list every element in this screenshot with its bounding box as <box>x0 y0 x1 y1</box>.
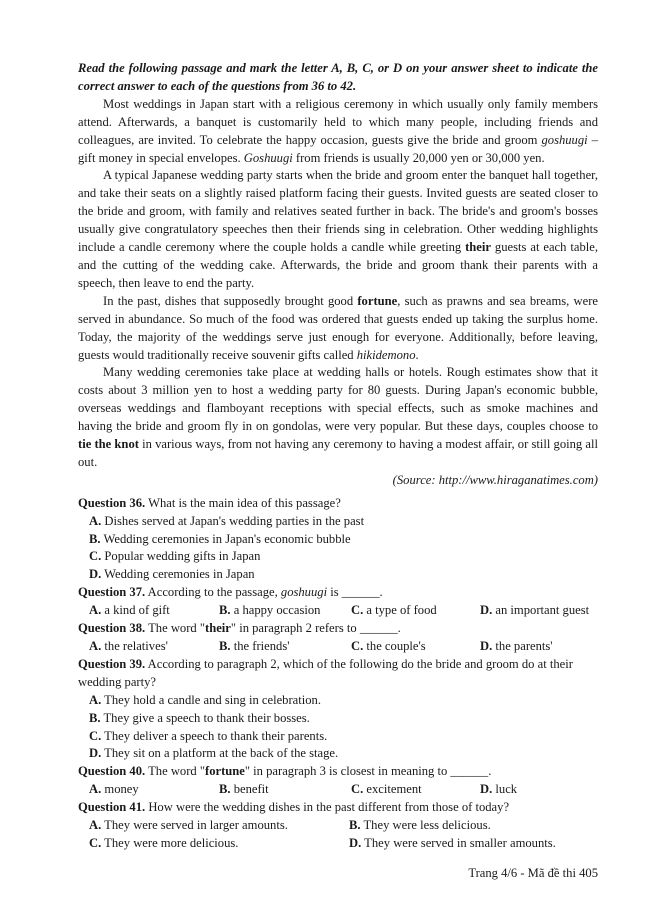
option-text: Popular wedding gifts in Japan <box>101 549 261 564</box>
question-number: Question 36. <box>78 495 146 510</box>
answer-option <box>351 602 480 620</box>
answer-option <box>89 729 327 743</box>
option-text: Wedding ceremonies in Japan's economic bubble <box>100 531 351 546</box>
option-text: luck <box>492 782 518 797</box>
answer-option <box>351 781 480 799</box>
exam-page <box>78 60 598 853</box>
answer-option <box>89 567 255 581</box>
option-letter: A. <box>89 818 102 833</box>
text-run: – gift money in special envelopes. <box>78 132 598 165</box>
option-letter: D. <box>349 835 362 850</box>
text-run: The word " <box>145 621 206 636</box>
text-run: " in paragraph 2 refers to ______. <box>230 621 401 636</box>
text-run: in various ways, from not having any ceremony to having a modest affair, or still going all out. <box>78 437 598 469</box>
answer-option <box>89 817 349 835</box>
instruction: Read the following passage and mark the letter A, B, C, or D on your answer sheet to indicate the correct answer to each of the questions from 36 to 42. <box>78 61 598 93</box>
option-letter: B. <box>89 710 101 725</box>
option-letter: B. <box>349 818 361 833</box>
answer-option <box>89 638 219 656</box>
option-letter: C. <box>351 782 364 797</box>
option-text: They were more delicious. <box>101 835 239 850</box>
text-run: How were the wedding dishes in the past different from those of today? <box>145 800 510 815</box>
option-letter: D. <box>480 603 493 618</box>
text-run: According to the passage, <box>145 585 281 600</box>
answer-option <box>480 781 598 799</box>
answer-option <box>480 638 598 656</box>
answer-option <box>351 638 480 656</box>
italic-text: Goshuugi <box>243 150 293 165</box>
option-text: They were less delicious. <box>360 818 491 833</box>
reading-passage <box>78 96 598 472</box>
option-text: They deliver a speech to thank their parents. <box>101 728 328 743</box>
source-citation: (Source: http://www.hiraganatimes.com) <box>392 472 598 487</box>
option-letter: B. <box>219 782 231 797</box>
option-text: Wedding ceremonies in Japan <box>101 567 255 582</box>
option-letter: D. <box>480 782 493 797</box>
option-row <box>89 602 598 620</box>
option-letter: D. <box>89 567 102 582</box>
answer-option <box>89 835 349 853</box>
answer-option <box>89 746 338 760</box>
question-number: Question 37. <box>78 585 146 600</box>
question-stem <box>78 620 598 638</box>
option-text: They sit on a platform at the back of the stage. <box>101 746 339 761</box>
option-text: the friends' <box>230 639 290 653</box>
text-run: A typical Japanese wedding party starts when the bride and groom enter the banquet hall together, and take their seats on a slightly raised platform facing their guests. Invited guests are seated closer to the bride and groom, with family and relatives seated further in back. The bride's and groom's bosses usually give congratulatory speeches then their friends sing in celebration. Other wedding highlights include a candle ceremony where the couple holds a candle while greeting <box>78 168 598 255</box>
question-block <box>78 495 598 585</box>
answer-option <box>89 602 219 620</box>
question-number: Question 40. <box>78 764 146 779</box>
text-run: is ______. <box>327 585 383 600</box>
text-run: " in paragraph 3 is closest in meaning to ______. <box>244 764 492 779</box>
option-letter: A. <box>89 603 102 618</box>
option-letter: C. <box>89 728 102 743</box>
passage-paragraph <box>78 96 598 168</box>
bold-text: their <box>465 240 491 255</box>
text-run: . <box>415 347 419 362</box>
text-run: , such as prawns and sea breams, were served in abundance. So much of the food was ordered that guests ended up taking the surplus home. Today, the majority of the weddings serve just enough for everyone. Additionally, before leaving, guests would traditionally receive souvenir gifts called <box>78 293 599 362</box>
option-row <box>89 817 598 835</box>
option-row <box>89 638 598 656</box>
text-run: The word " <box>145 764 206 779</box>
text-run: Many wedding ceremonies take place at wedding halls or hotels. Rough estimates show that it costs about 3 million yen to host a wedding party for 80 guests. During Japan's economic bubble, overseas weddings and flamboyant receptions with special effects, such as smoke machines and having the bride and groom fly in on gondolas, were very popular. But these days, couples choose to <box>78 365 598 434</box>
option-line <box>89 710 598 728</box>
question-block <box>78 799 598 853</box>
question-stem <box>78 584 598 602</box>
option-line <box>89 728 598 746</box>
option-text: a happy occasion <box>230 603 321 618</box>
question-block <box>78 584 598 620</box>
question-number: Question 39. <box>78 656 146 671</box>
option-row <box>89 835 598 853</box>
question-stem <box>78 799 598 817</box>
passage-paragraph <box>78 293 598 365</box>
question-number: Question 38. <box>78 621 146 636</box>
option-letter: D. <box>89 746 102 761</box>
option-line <box>89 745 598 763</box>
bold-text: fortune <box>357 293 398 308</box>
answer-option <box>89 514 364 528</box>
answer-option <box>89 549 260 563</box>
option-letter: C. <box>351 603 364 618</box>
option-letter: C. <box>89 835 102 850</box>
option-row <box>89 781 598 799</box>
option-text: They hold a candle and sing in celebration. <box>101 692 321 707</box>
bold-text: tie the knot <box>78 437 139 452</box>
option-text: benefit <box>230 782 269 797</box>
italic-text: goshuugi <box>280 585 328 600</box>
text-run: from friends is usually 20,000 yen or 30,000 yen. <box>292 150 545 165</box>
question-number: Question 41. <box>78 800 146 815</box>
answer-option <box>480 602 598 620</box>
option-text: the relatives' <box>101 639 168 653</box>
question-block <box>78 763 598 799</box>
option-letter: B. <box>219 639 231 653</box>
answer-option <box>349 817 598 835</box>
option-letter: C. <box>351 639 364 653</box>
option-text: They were served in smaller amounts. <box>361 835 556 850</box>
option-text: They give a speech to thank their bosses. <box>100 710 310 725</box>
question-list <box>78 495 598 853</box>
answer-option <box>89 711 310 725</box>
option-letter: B. <box>89 531 101 546</box>
text-run: Most weddings in Japan start with a religious ceremony in which usually only family members attend. Afterwards, a banquet is customarily held to which many people, including friends and colleagues, are invited. To celebrate the happy occasion, guests give the bride and groom <box>78 96 598 147</box>
option-text: excitement <box>363 782 422 797</box>
answer-option <box>89 532 351 546</box>
option-text: a type of food <box>363 603 437 618</box>
text-run: According to paragraph 2, which of the following do the bride and groom do at their wedding party? <box>78 656 573 689</box>
option-letter: A. <box>89 782 102 797</box>
bold-text: their <box>205 621 231 636</box>
question-stem <box>78 656 598 692</box>
option-text: They were served in larger amounts. <box>101 818 288 833</box>
passage-paragraph <box>78 364 598 471</box>
option-letter: D. <box>480 639 493 653</box>
answer-option <box>89 693 321 707</box>
italic-text: goshuugi <box>541 132 588 147</box>
option-text: the couple's <box>363 639 426 653</box>
question-stem <box>78 495 598 513</box>
answer-option <box>219 638 351 656</box>
option-line <box>89 548 598 566</box>
option-line <box>89 513 598 531</box>
option-text: Dishes served at Japan's wedding parties in the past <box>101 513 365 528</box>
option-line <box>89 692 598 710</box>
text-run: guests at each table, and the cutting of the wedding cake. Afterwards, the bride and groom thank their parents with a speech, then leave to end the party. <box>78 240 599 290</box>
question-block <box>78 656 598 763</box>
page-footer: Trang 4/6 - Mã đề thi 405 <box>468 866 598 880</box>
question-stem <box>78 763 598 781</box>
option-line <box>89 566 598 584</box>
answer-option <box>219 602 351 620</box>
answer-option <box>89 781 219 799</box>
passage-paragraph <box>78 167 598 292</box>
option-letter: A. <box>89 639 102 653</box>
text-run: In the past, dishes that supposedly brought good <box>103 293 358 308</box>
option-line <box>89 531 598 549</box>
bold-text: fortune <box>205 764 245 779</box>
italic-text: hikidemono <box>356 347 416 362</box>
text-run: What is the main idea of this passage? <box>145 495 341 510</box>
option-letter: A. <box>89 692 102 707</box>
option-text: money <box>101 782 139 797</box>
option-letter: A. <box>89 513 102 528</box>
answer-option <box>219 781 351 799</box>
option-letter: B. <box>219 603 231 618</box>
option-text: the parents' <box>492 639 553 653</box>
option-text: a kind of gift <box>101 603 170 618</box>
option-text: an important guest <box>492 603 590 618</box>
option-letter: C. <box>89 549 102 564</box>
answer-option <box>349 835 598 853</box>
question-block <box>78 620 598 656</box>
